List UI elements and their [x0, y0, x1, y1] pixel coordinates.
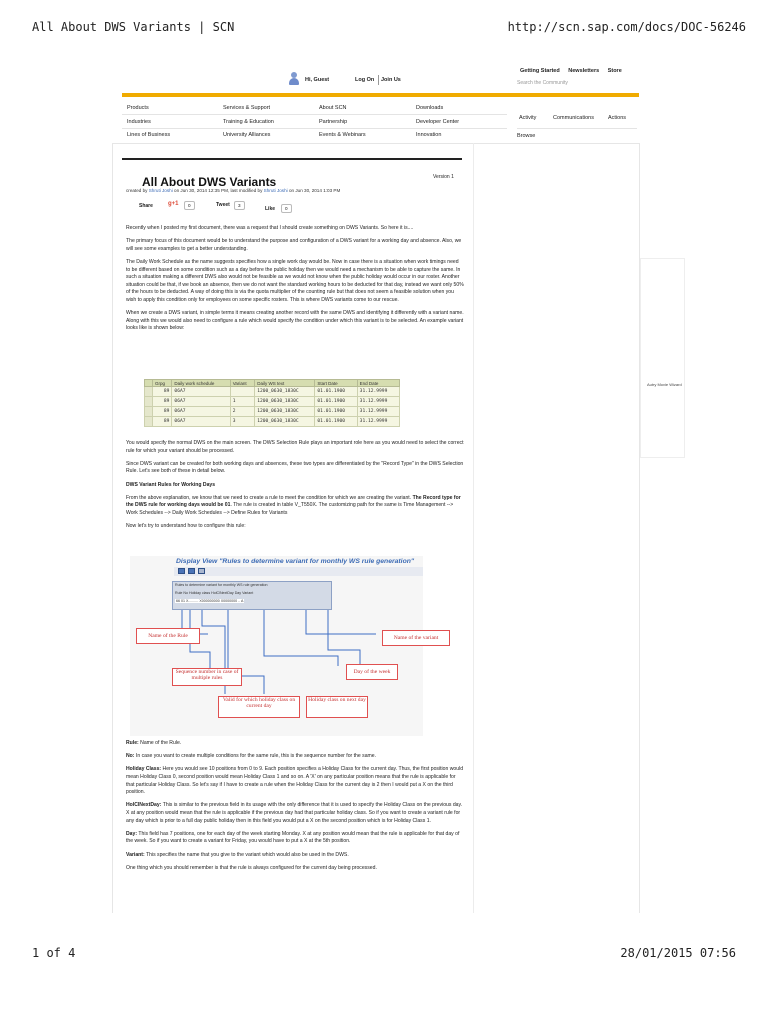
author-link[interactable]: Shruti Joshi — [148, 188, 173, 193]
sidebar-divider — [473, 143, 474, 913]
diagram-title: Display View "Rules to determine variant for monthly WS rule generation" — [176, 558, 415, 565]
byline-modified: on Jun 30, 2014 1:03 PM — [288, 188, 341, 193]
callout-name-of-rule: Name of the Rule — [136, 628, 200, 644]
greeting-text: Hi, Guest — [305, 77, 330, 83]
paragraph: The primary focus of this document would be to understand the purpose and configuration of a DWS variant for a working day and absence. Also, we will see some examples to get a better understanding. — [126, 238, 462, 252]
table-cell: 06A7 — [172, 417, 230, 427]
table-cell: 1200_0630_1830C — [255, 407, 315, 417]
rules-table-title: Rules to determine variant for monthly WS rule generation — [175, 583, 268, 587]
bold-span: The Record type for the DWS rule for working days would be 01 — [126, 494, 461, 509]
text-span: . The rule is created in table V_T550X. The customizing path for the same is Time Management --> Work Schedules --> Daily Work Schedules --> Define Rules for Variants — [126, 502, 454, 516]
print-page-url: http://scn.sap.com/docs/DOC-56246 — [507, 20, 746, 34]
nav-about-scn[interactable]: About SCN — [319, 105, 347, 111]
table-cell: 31.12.9999 — [357, 387, 399, 397]
ad-panel — [640, 258, 685, 458]
like-button[interactable]: Like — [265, 206, 276, 212]
search-input[interactable]: Search the Community — [517, 80, 568, 86]
main-nav — [122, 100, 507, 140]
field-label: No: — [126, 753, 135, 760]
nav-university-alliances[interactable]: University Alliances — [223, 132, 271, 138]
table-cell: 1 — [230, 397, 255, 407]
table-cell: 06A7 — [172, 397, 230, 407]
table-header-cell: Grpg — [153, 380, 172, 387]
field-label: HolClNextDay: — [126, 802, 162, 809]
paragraph — [126, 753, 464, 761]
table-cell: 1200_0630_1830C — [255, 397, 315, 407]
table-cell: 89 — [153, 417, 172, 427]
separator — [378, 75, 379, 85]
paragraph — [126, 495, 464, 518]
section-heading — [126, 482, 464, 490]
nav-divider — [122, 114, 507, 115]
row-selector — [145, 387, 153, 397]
field-text: This field has 7 positions, one for each day of the week starting Monday. X at any position would mean that the rule is applicable for that day of the week. So if you want to create a variant for Friday, you would have to put a X at the 5th position. — [126, 830, 460, 845]
table-header-cell: Daily WS text — [255, 380, 315, 387]
nav-training-education[interactable]: Training & Education — [223, 119, 274, 125]
nav-partnership[interactable]: Partnership — [319, 119, 348, 125]
nav-browse[interactable]: Browse — [517, 133, 536, 139]
nav-events-webinars[interactable]: Events & Webinars — [319, 132, 366, 138]
nav-accent-bar — [122, 93, 639, 97]
google-plus-count: 0 — [184, 201, 195, 210]
variant-table — [144, 379, 400, 427]
text-span: From the above explanation, we know that we need to create a rule to meet the condition for which we are creating the variant. — [126, 494, 412, 501]
table-header-row — [145, 380, 400, 387]
nav-innovation[interactable]: Innovation — [416, 132, 442, 138]
nav-downloads[interactable]: Downloads — [416, 105, 444, 111]
google-plus-button[interactable]: g+1 — [168, 201, 179, 207]
field-text: In case you want to create multiple conditions for the same rule, this is the sequence number for the same. — [134, 753, 377, 760]
table-cell: 01.01.1900 — [315, 417, 357, 427]
like-count: 0 — [281, 204, 292, 213]
store-link[interactable]: Store — [607, 68, 622, 74]
tweet-button[interactable]: Tweet — [216, 202, 230, 208]
field-text: Here you would see 10 positions from 0 to 9. Each position specifies a Holiday Class for the current day. Thus, the first position would mean Holiday Class 0, second position would mean Holiday Class 1 and so on. A 'X' on any particular position means that the rule is applicable for that particular Holiday Class. So let's say if I have to create a rule when the Holiday Class for the current day is 2 then I would put a X on the third position. — [126, 766, 464, 796]
paragraph: Now let's try to understand how to configure this rule: — [126, 523, 246, 530]
log-on-link[interactable]: Log On — [355, 77, 375, 83]
tweet-count: 3 — [234, 201, 245, 210]
table-cell: 31.12.9999 — [357, 407, 399, 417]
field-text: This specifies the name that you give to the variant which would also be used in the DWS. — [144, 851, 349, 858]
nav-divider — [517, 128, 637, 129]
social-bar — [126, 200, 426, 214]
paragraph: Since DWS variant can be created for both working days and absences, these two types are differentiated by the "Record Type" in the DWS Selection Rule. Let's see both of these in detail below. — [126, 460, 464, 475]
callout-valid-holiday-class: Valid for which holiday class on current day — [218, 696, 300, 718]
paragraph — [126, 740, 464, 748]
document-title: All About DWS Variants — [142, 175, 277, 189]
newsletters-link[interactable]: Newsletters — [568, 68, 600, 74]
callout-name-of-variant: Name of the variant — [382, 630, 450, 646]
nav-industries[interactable]: Industries — [127, 119, 151, 125]
table-row — [145, 397, 400, 407]
nav-lines-of-business[interactable]: Lines of Business — [127, 132, 171, 138]
rules-table-headers: Rule No Holiday class HolClNextDay Day Variant — [175, 591, 254, 595]
field-label: Rule: — [126, 740, 139, 746]
table-row — [145, 417, 400, 427]
callout-holiday-next-day: Holiday class on next day — [306, 696, 368, 718]
modifier-link[interactable]: Shruti Joshi — [263, 188, 288, 193]
table-cell: 06A7 — [172, 387, 230, 397]
nav-activity[interactable]: Activity — [519, 115, 537, 121]
row-selector — [145, 397, 153, 407]
print-page-title: All About DWS Variants | SCN — [32, 20, 235, 34]
top-utility-links — [520, 68, 629, 74]
paragraph: One thing which you should remember is that the rule is always configured for the current day being processed. — [126, 864, 377, 871]
paragraph — [126, 852, 464, 860]
callout-day-of-week: Day of the week — [346, 664, 398, 680]
ad-caption: Autry Movie Wizard — [647, 382, 682, 387]
user-bar — [285, 72, 465, 94]
paragraph: You would specify the normal DWS on the main screen. The DWS Selection Rule plays an important role here as you would need to select the correct rule for which your variant should be processed. — [126, 440, 464, 454]
table-cell: 2 — [230, 407, 255, 417]
rules-table-row: 66 01 X.......... X000000000 X0000000 .. A — [176, 599, 244, 603]
table-cell: 01.01.1900 — [315, 397, 357, 407]
section-heading-text: DWS Variant Rules for Working Days — [126, 481, 216, 488]
table-header-cell: Daily work schedule — [172, 380, 230, 387]
paragraph: Recently when I posted my first document, there was a request that I should create something on DWS Variants. So here it is.... — [126, 225, 414, 231]
table-cell: 01.01.1900 — [315, 407, 357, 417]
user-avatar-icon — [289, 72, 299, 86]
table-cell: 31.12.9999 — [357, 397, 399, 407]
table-cell: 89 — [153, 407, 172, 417]
paragraph — [126, 802, 464, 825]
getting-started-link[interactable]: Getting Started — [520, 68, 560, 74]
row-selector — [145, 407, 153, 417]
table-row — [145, 407, 400, 417]
title-rule — [122, 158, 462, 160]
nav-developer-center[interactable]: Developer Center — [416, 119, 460, 125]
article-body-intro — [126, 225, 464, 339]
table-cell: 01.01.1900 — [315, 387, 357, 397]
table-cell: 89 — [153, 397, 172, 407]
rule-config-diagram — [130, 556, 439, 736]
article-body-middle — [126, 440, 464, 536]
nav-actions[interactable]: Actions — [608, 115, 627, 121]
table-cell: 1200_0630_1830C — [255, 417, 315, 427]
table-header-cell: Start Date — [315, 380, 357, 387]
table-cell: 89 — [153, 387, 172, 397]
print-page-number: 1 of 4 — [32, 946, 76, 960]
callout-sequence-number: Sequence number in case of multiple rules — [172, 668, 242, 686]
table-cell — [230, 387, 255, 397]
share-button[interactable]: Share — [139, 203, 153, 209]
field-label: Day: — [126, 830, 138, 837]
table-cell: 1200_0630_1830C — [255, 387, 315, 397]
table-row — [145, 387, 400, 397]
byline-prefix: created by — [126, 188, 148, 193]
nav-products[interactable]: Products — [127, 105, 149, 111]
field-label: Variant: — [126, 851, 145, 858]
version-label: Version 1 — [433, 174, 454, 180]
nav-communications[interactable]: Communications — [553, 115, 594, 121]
table-header-cell — [145, 380, 153, 387]
join-us-link[interactable]: Join Us — [381, 77, 401, 83]
field-label: Holiday Class: — [126, 766, 162, 773]
table-header-cell: Variant — [230, 380, 255, 387]
paragraph — [126, 831, 464, 846]
paragraph: The Daily Work Schedule as the name suggests specifies how a single work day would be. Now in case there is a situation when work timings need to be different based on some condition such as a day before the public holiday then we would need a mechanism to be able to capture the same. In such a situation making a different DWS also would not be feasible as we would not know when the public holiday would occur in our roster. Another situation could be that, if we book an absence, then we do not want the standard working hours to be deducted for that day, instead we want only 50% of the hours to be deducted. A way of doing this is via the quota multiplier of the counting rule but that does not seem a feasible solution when you wish to apply this condition only for employees on some specific rosters. This is where DWS variants come to our rescue. — [126, 258, 464, 303]
field-text: This is similar to the previous field in its usage with the only difference that it is used to specify the Holiday Class on the previous day. X at any position would mean that the rule is applicable if the previous day had that particular holiday class. So if you want to create a variant rule for any day which is prior to a full day public holiday then in this field you would put a X on the second position which is for Holiday Class 1. — [126, 802, 463, 824]
print-datetime: 28/01/2015 07:56 — [620, 946, 736, 960]
article-body-fields — [126, 740, 464, 878]
paragraph: When we create a DWS variant, in simple terms it means creating another record with the same DWS and identifying it differently with a variant name. Along with this we would also need to configure a rule which would specify the condition under which this variant is to be selected. An example variant looks like is shown below: — [126, 310, 464, 332]
byline — [126, 188, 340, 193]
table-cell: 31.12.9999 — [357, 417, 399, 427]
table-cell: 06A7 — [172, 407, 230, 417]
row-selector — [145, 417, 153, 427]
field-text: Name of the Rule. — [138, 740, 182, 746]
nav-divider — [122, 128, 507, 129]
paragraph — [126, 766, 464, 796]
table-cell: 3 — [230, 417, 255, 427]
byline-created: on Jun 30, 2014 12:35 PM, last modified by — [174, 188, 263, 193]
nav-services-support[interactable]: Services & Support — [223, 105, 271, 111]
table-header-cell: End Date — [357, 380, 399, 387]
